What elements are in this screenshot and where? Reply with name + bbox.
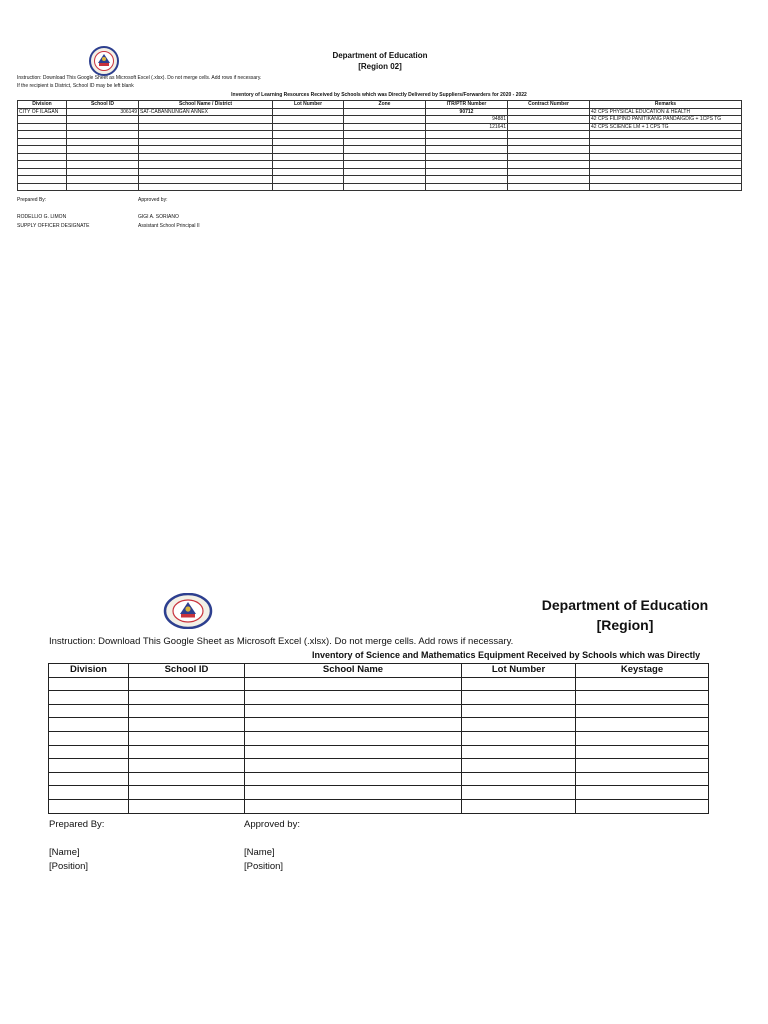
table-cell — [508, 153, 590, 161]
sheet2-inventory-table — [48, 663, 709, 814]
table-cell — [49, 677, 129, 691]
table-cell — [590, 183, 742, 191]
table-cell: 121641 — [426, 123, 508, 131]
col-header-school-name: School Name — [245, 664, 462, 678]
col-header-division: Division — [18, 101, 67, 109]
table-cell — [18, 176, 67, 184]
table-cell — [590, 138, 742, 146]
table-cell — [273, 146, 344, 154]
col-header-contract-number: Contract Number — [508, 101, 590, 109]
table-cell — [245, 677, 462, 691]
table-cell — [508, 161, 590, 169]
table-row — [18, 168, 742, 176]
sheet2-approved-position: [Position] — [244, 861, 284, 872]
table-cell — [590, 176, 742, 184]
sheet2-title: Department of Education — [541, 597, 709, 613]
table-row — [49, 772, 709, 786]
table-cell — [245, 786, 462, 800]
table-cell — [426, 131, 508, 139]
table-cell — [18, 116, 67, 124]
table-cell — [508, 123, 590, 131]
table-cell — [129, 691, 245, 705]
table-cell — [273, 168, 344, 176]
table-row — [18, 123, 742, 131]
table-cell — [576, 799, 709, 813]
table-cell — [508, 131, 590, 139]
table-row — [49, 759, 709, 773]
table-row — [18, 153, 742, 161]
table-cell — [245, 745, 462, 759]
table-row — [49, 718, 709, 732]
table-cell — [344, 131, 426, 139]
table-cell — [462, 772, 576, 786]
col-header-itr-ptr: ITR/PTR Number — [426, 101, 508, 109]
sheet1-approved-label: Approved by: — [138, 197, 168, 203]
table-cell — [590, 153, 742, 161]
table-cell — [49, 759, 129, 773]
table-cell — [129, 718, 245, 732]
table-cell — [344, 116, 426, 124]
table-row — [18, 176, 742, 184]
table-cell — [49, 731, 129, 745]
table-cell — [508, 183, 590, 191]
table-cell — [344, 153, 426, 161]
table-cell — [139, 123, 273, 131]
table-cell — [129, 731, 245, 745]
table-cell — [49, 745, 129, 759]
table-cell — [67, 168, 139, 176]
table-cell — [508, 116, 590, 124]
table-cell — [49, 704, 129, 718]
table-cell: 94881 — [426, 116, 508, 124]
sheet1-prepared-position: SUPPLY OFFICER DESIGNATE — [17, 223, 90, 229]
table-row — [49, 799, 709, 813]
table-row — [18, 183, 742, 191]
table-cell — [273, 183, 344, 191]
table-row — [49, 691, 709, 705]
table-cell — [129, 799, 245, 813]
table-cell — [462, 731, 576, 745]
table-cell — [67, 116, 139, 124]
table-cell — [426, 153, 508, 161]
table-cell — [344, 123, 426, 131]
table-row — [49, 786, 709, 800]
deped-seal-icon — [163, 593, 213, 629]
table-cell — [49, 718, 129, 732]
col-header-school-name: School Name / District — [139, 101, 273, 109]
table-cell — [576, 731, 709, 745]
table-cell — [426, 161, 508, 169]
table-cell — [49, 691, 129, 705]
table-cell — [590, 146, 742, 154]
table-row — [49, 745, 709, 759]
col-header-zone: Zone — [344, 101, 426, 109]
sheet2-region: [Region] — [596, 617, 654, 633]
table-row — [18, 146, 742, 154]
table-cell — [49, 786, 129, 800]
table-cell — [139, 116, 273, 124]
sheet1-approved-name: GIGI A. SORIANO — [138, 214, 179, 220]
table-cell — [576, 759, 709, 773]
table-cell — [462, 759, 576, 773]
sheet1-header-row — [18, 101, 742, 109]
table-cell: 42 CPS PHYSICAL EDUCATION & HEALTH — [590, 108, 742, 116]
table-cell — [273, 123, 344, 131]
table-cell — [590, 131, 742, 139]
table-cell — [245, 704, 462, 718]
table-cell — [67, 123, 139, 131]
table-cell: CITY OF ILAGAN — [18, 108, 67, 116]
table-cell — [67, 131, 139, 139]
table-cell — [245, 759, 462, 773]
table-cell — [462, 691, 576, 705]
col-header-school-id: School ID — [129, 664, 245, 678]
table-cell — [273, 116, 344, 124]
table-cell — [18, 123, 67, 131]
table-row — [18, 131, 742, 139]
table-cell — [67, 161, 139, 169]
table-cell — [49, 772, 129, 786]
table-row — [18, 108, 742, 116]
table-cell — [576, 718, 709, 732]
col-header-school-id: School ID — [67, 101, 139, 109]
table-cell — [344, 183, 426, 191]
table-cell — [67, 138, 139, 146]
table-cell — [139, 176, 273, 184]
sheet2-prepared-label: Prepared By: — [49, 819, 105, 830]
table-cell — [426, 176, 508, 184]
table-cell — [139, 161, 273, 169]
table-cell — [462, 745, 576, 759]
table-cell — [67, 176, 139, 184]
table-cell — [18, 161, 67, 169]
table-cell — [426, 146, 508, 154]
sheet1-prepared-name: RODELLIO G. LIMON — [17, 214, 67, 220]
sheet2-table-caption: Inventory of Science and Mathematics Equipment Received by Schools which was Directly — [312, 650, 701, 660]
table-cell — [462, 677, 576, 691]
table-row — [49, 731, 709, 745]
sheet2-instruction: Instruction: Download This Google Sheet as Microsoft Excel (.xlsx). Do not merge cells. Add rows if necessary. — [49, 636, 514, 647]
table-cell — [245, 772, 462, 786]
table-cell — [18, 138, 67, 146]
table-cell — [129, 786, 245, 800]
table-cell — [462, 786, 576, 800]
table-cell: 42 CPS FILIPINO PANITIKANG PANDAIGDIG + 1CPS TG — [590, 116, 742, 124]
sheet2-approved-name: [Name] — [244, 847, 275, 858]
deped-seal-icon — [89, 46, 119, 76]
table-cell — [462, 799, 576, 813]
table-cell — [245, 731, 462, 745]
sheet1-region: [Region 02] — [358, 62, 402, 71]
table-cell — [18, 146, 67, 154]
table-cell — [576, 677, 709, 691]
table-cell — [273, 131, 344, 139]
table-cell — [344, 168, 426, 176]
col-header-lot-number: Lot Number — [462, 664, 576, 678]
table-cell — [462, 718, 576, 732]
table-cell — [139, 146, 273, 154]
table-cell: 42 CPS SCIENCE LM + 1 CPS TG — [590, 123, 742, 131]
sheet1-instruction-note: If the recipient is District, School ID may be left blank — [17, 83, 134, 89]
table-cell — [508, 176, 590, 184]
sheet1-approved-position: Assistant School Principal II — [138, 223, 200, 229]
sheet1-instruction: Instruction: Download This Google Sheet as Microsoft Excel (.xlsx). Do not merge cells. Add rows if necessary. — [17, 75, 262, 81]
table-cell — [508, 168, 590, 176]
table-cell — [576, 786, 709, 800]
sheet1-title: Department of Education — [332, 51, 428, 60]
table-cell — [576, 704, 709, 718]
table-cell — [508, 108, 590, 116]
table-cell — [139, 138, 273, 146]
table-cell — [273, 108, 344, 116]
table-cell: SAT-CABANNUNGAN ANNEX — [139, 108, 273, 116]
table-cell — [18, 183, 67, 191]
table-cell — [590, 161, 742, 169]
sheet2-header-row — [49, 664, 709, 678]
table-row — [49, 704, 709, 718]
table-cell — [273, 161, 344, 169]
table-cell — [273, 176, 344, 184]
table-cell — [129, 745, 245, 759]
table-cell — [139, 183, 273, 191]
table-row — [49, 677, 709, 691]
table-cell — [508, 138, 590, 146]
table-cell — [67, 183, 139, 191]
sheet1-inventory-table — [17, 100, 742, 191]
table-row — [18, 161, 742, 169]
table-cell — [129, 772, 245, 786]
table-cell — [18, 168, 67, 176]
sheet1-table-caption: Inventory of Learning Resources Received by Schools which was Directly Delivered by Suppliers/Forwarders for 2020 - 2022 — [231, 92, 527, 98]
table-cell — [139, 168, 273, 176]
table-cell — [576, 745, 709, 759]
table-cell — [18, 131, 67, 139]
table-cell — [129, 704, 245, 718]
table-cell — [462, 704, 576, 718]
table-cell — [139, 131, 273, 139]
table-cell — [67, 146, 139, 154]
table-cell — [590, 168, 742, 176]
col-header-remarks: Remarks — [590, 101, 742, 109]
table-cell — [426, 183, 508, 191]
table-cell — [426, 168, 508, 176]
sheet2-prepared-position: [Position] — [49, 861, 89, 872]
table-cell — [344, 146, 426, 154]
col-header-division: Division — [49, 664, 129, 678]
table-cell — [273, 153, 344, 161]
table-cell — [245, 718, 462, 732]
table-cell — [344, 138, 426, 146]
table-cell — [67, 153, 139, 161]
table-row — [18, 116, 742, 124]
col-header-keystage: Keystage — [576, 664, 709, 678]
sheet1-prepared-label: Prepared By: — [17, 197, 47, 203]
table-cell — [245, 691, 462, 705]
table-cell — [245, 799, 462, 813]
table-cell — [129, 677, 245, 691]
table-cell — [576, 691, 709, 705]
table-cell — [344, 108, 426, 116]
table-cell — [49, 799, 129, 813]
table-cell: 90712 — [426, 108, 508, 116]
sheet2-prepared-name: [Name] — [49, 847, 80, 858]
table-cell — [508, 146, 590, 154]
table-cell — [139, 153, 273, 161]
table-cell: 306149 — [67, 108, 139, 116]
col-header-lot-number: Lot Number — [273, 101, 344, 109]
table-cell — [129, 759, 245, 773]
table-cell — [344, 161, 426, 169]
table-cell — [273, 138, 344, 146]
table-cell — [426, 138, 508, 146]
table-cell — [576, 772, 709, 786]
table-cell — [18, 153, 67, 161]
table-row — [18, 138, 742, 146]
table-cell — [344, 176, 426, 184]
sheet2-approved-label: Approved by: — [244, 819, 300, 830]
